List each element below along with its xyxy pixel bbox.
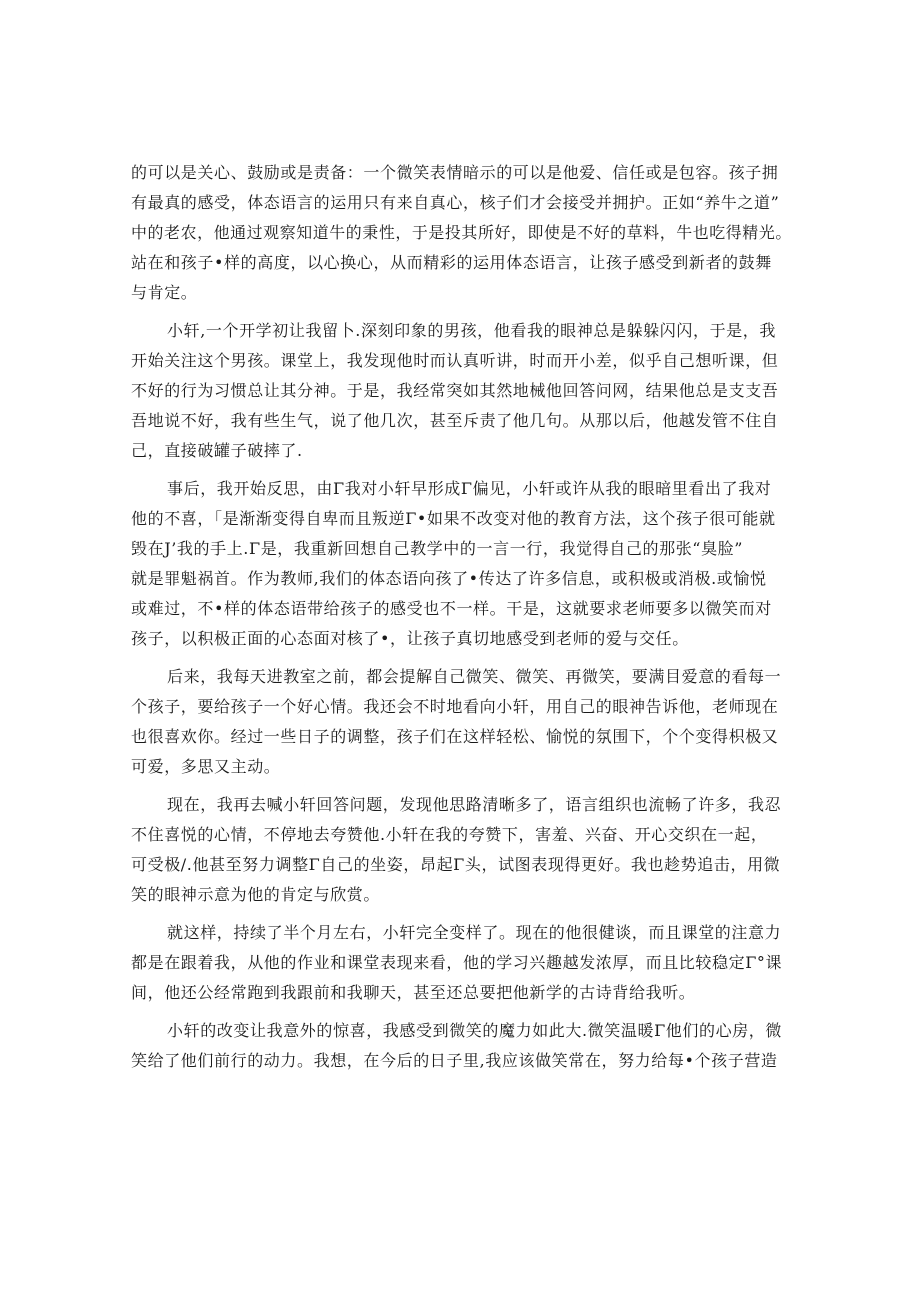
paragraph-gap: [131, 654, 792, 662]
text-line: 或难过，不•样的体态语带给孩子的感受也不一样。干是，这就要求老师要多以微笑而对: [131, 599, 772, 618]
text-line: 吾地说不好，我有些生气，说了他几次，甚至斥责了他几句。从那以后，他越发管不住自: [131, 411, 779, 430]
paragraph-gap: [131, 910, 792, 918]
paragraph: [131, 316, 792, 466]
text-line: 与肯定。: [131, 283, 198, 302]
document-body: [131, 158, 792, 1076]
text-line: 事后，我开始反思，由Γ我对小轩早形成Γ偏见，小轩或许从我的眼暗里看出了我对: [167, 479, 772, 498]
text-line: 后来，我每天进教室之前，都会提解自己微笑、微笑、再微笑，要满目爱意的看每一: [167, 667, 782, 686]
paragraph-gap: [131, 308, 792, 316]
text-line: 毁在J’我的手上.Γ是，我重新回想自己教学中的一言一行，我觉得自己的那张“臭脸”: [131, 539, 744, 558]
text-line: 站在和孩子•样的高度，以心换心，从而精彩的运用体态语言，让孩子感受到新者的鼓舞: [131, 253, 772, 272]
text-line: 己，直接破罐子破摔了.: [131, 441, 303, 460]
text-line: 不住喜悦的心情，不停地去夸赞他.小轩在我的夸赞下，害羞、兴奋、开心交织在一起，: [131, 825, 768, 844]
text-line: 小轩的改变让我意外的惊喜，我感受到微笑的魔力如此大.微笑温暖Γ他们的心房，微: [167, 1021, 782, 1040]
text-line: 现在，我再去喊小轩回答问题，发现他思路清晰多了，语言组织也流畅了许多，我忍: [167, 795, 782, 814]
text-line: 中的老农，他通过观察知道牛的秉性，于是投其所好，即使是不好的草料，牛也吃得精光。: [131, 223, 792, 242]
text-line: 有最真的感受，体态语言的运用只有来自真心，核子们才会接受并拥护。正如“养牛之道”: [131, 193, 780, 212]
text-line: 不好的行为习惯总让其分神。于是，我经常突如其然地械他回答问网，结果他总是支支吾: [131, 381, 779, 400]
text-line: 的可以是关心、鼓励或是责备：一个微笑表情暗示的可以是他爱、信任或是包容。孩子拥: [131, 163, 779, 182]
text-line: 个孩子，要给孩子一个好心情。我还会不时地看向小轩，用自己的眼神告诉他，老师现在: [131, 697, 779, 716]
text-line: 他的不喜，「是渐渐变得自卑而且叛逆Γ•如果不改变对他的教育方法，这个孩子很可能就: [131, 509, 776, 528]
text-line: 就这样，持续了半个月左右，小轩完全变样了。现在的他很健谈，而且课堂的注意力: [167, 923, 782, 942]
text-line: 可受极/.他甚至努力调整Γ自己的坐姿，昂起Γ头，试图表现得更好。我也趁势追击，用微: [131, 855, 781, 874]
text-line: 都是在跟着我，从他的作业和课堂表现来看，他的学习兴趣越发浓厚，而且比较稳定Γ°课: [131, 953, 783, 972]
text-line: 可爱，多思又主动。: [131, 757, 281, 776]
paragraph-gap: [131, 1008, 792, 1016]
paragraph: [131, 662, 792, 782]
paragraph: [131, 158, 792, 308]
paragraph-gap: [131, 466, 792, 474]
text-line: 间，他还公经常跑到我跟前和我聊天，甚至还总要把他新学的古诗背给我听。: [131, 983, 696, 1002]
text-line: 就是罪魁祸首。作为教师,我们的体态语向孩了•传达了许多信息，或积极或消极.或愉悦: [131, 569, 767, 588]
text-line: 开始关注这个男孩。课堂上，我发现他时而认真听讲，时而开小差，似乎自己想听课，但: [131, 351, 779, 370]
paragraph-gap: [131, 782, 792, 790]
text-line: 小轩,一个开学初让我留卜.深刻印象的男孩，他看我的眼神总是躲躲闪闪，于是，我: [167, 321, 776, 340]
text-line: 笑给了他们前行的动力。我想，在今后的日子里,我应该做笑常在，努力给每•个孩子营造: [131, 1051, 778, 1070]
text-line: 孩子，以积极正面的心态面对核了•，让孩子真切地感受到老师的爱与交任。: [131, 629, 689, 648]
text-line: 也很喜欢你。经过一些日子的调整，孩子们在这样轻松、愉悦的氛围下，个个变得枳极又: [131, 727, 779, 746]
paragraph: [131, 474, 792, 654]
text-line: 笑的眼神示意为他的肯定与欣赏。: [131, 885, 381, 904]
paragraph: [131, 1016, 792, 1076]
paragraph: [131, 918, 792, 1008]
paragraph: [131, 790, 792, 910]
